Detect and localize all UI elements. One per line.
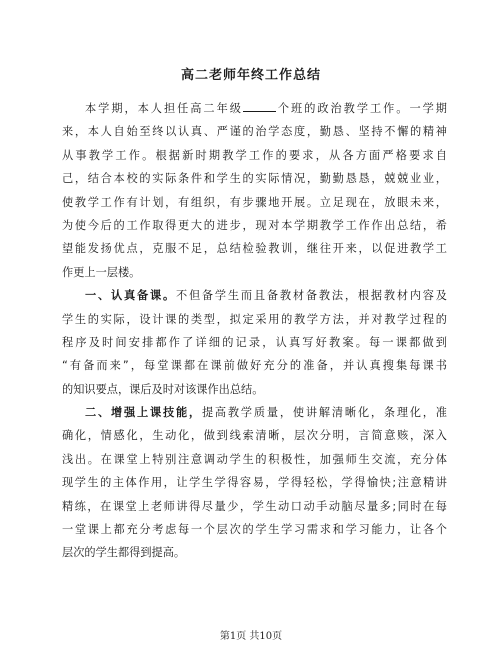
intro-line-7: 望能发扬优点，克服不足，总结检验教训，继往开来，以促进教学工 (62, 242, 447, 256)
document-body (62, 97, 447, 565)
page-number: 第1页 共10页 (219, 631, 283, 642)
fill-in-blank (243, 99, 276, 112)
section2-line-2: 确化，情感化，生动化，做到线索清晰，层次分明，言简意赅，深入 (62, 429, 447, 443)
section1-line-5: 的知识要点，课后及时对该课作出总结。 (62, 382, 264, 396)
section2-line-6: 一堂课上都充分考虑每一个层次的学生学习需求和学习能力，让各个 (62, 523, 447, 537)
document-title: 高二老师年终工作总结 (180, 68, 321, 83)
section2-line-3: 浅出。在课堂上特别注意调动学生的积极性，加强师生交流，充分体 (62, 452, 447, 466)
section2-text-1: 提高教学质量，使讲解清晰化，条理化，准 (201, 406, 447, 420)
section1-heading: 一、认真备课。 (85, 289, 176, 303)
intro-line-6: 为使今后的工作取得更大的进步，现对本学期教学工作作出总结，希 (62, 218, 447, 232)
intro-text-1b: 个班的政治教学工作。一学期 (275, 102, 447, 115)
section2-line-1 (62, 401, 447, 424)
section1-line-1 (62, 284, 447, 307)
intro-line-1 (62, 97, 447, 120)
section2-line-7: 层次的学生都得到提高。 (62, 546, 186, 560)
intro-line-2: 来，本人自始至终以认真、严谨的治学态度，勤恳、坚持不懈的精神 (62, 125, 447, 139)
intro-line-3: 从事教学工作。根据新时期教学工作的要求，从各方面严格要求自 (62, 148, 447, 162)
section1-line-2: 学生的实际，设计课的类型，拟定采用的教学方法，并对教学过程的 (62, 312, 447, 326)
section1-line-3: 程序及时间安排都作了详细的记录，认真写好教案。每一课都做到 (62, 335, 447, 349)
section1-line-4: “有备而来”，每堂课都在课前做好充分的准备，并认真搜集每课书 (62, 359, 447, 373)
section2-line-5: 精练，在课堂上老师讲得尽量少，学生动口动手动脑尽量多;同时在每 (62, 499, 447, 513)
section1-text-1: 不但备学生而且备教材备教法，根据教材内容及 (175, 289, 447, 303)
section2-line-4: 现学生的主体作用，让学生学得容易，学得轻松，学得愉快;注意精讲 (62, 476, 447, 490)
intro-text-1a: 本学期，本人担任高二年级 (85, 102, 243, 115)
section2-heading: 二、增强上课技能， (85, 406, 202, 420)
intro-line-5: 使教学工作有计划，有组织，有步骤地开展。立足现在，放眼未来， (62, 195, 447, 209)
intro-line-8: 作更上一层楼。 (62, 265, 141, 279)
intro-line-4: 己，结合本校的实际条件和学生的实际情况，勤勤恳恳，兢兢业业， (62, 172, 447, 186)
